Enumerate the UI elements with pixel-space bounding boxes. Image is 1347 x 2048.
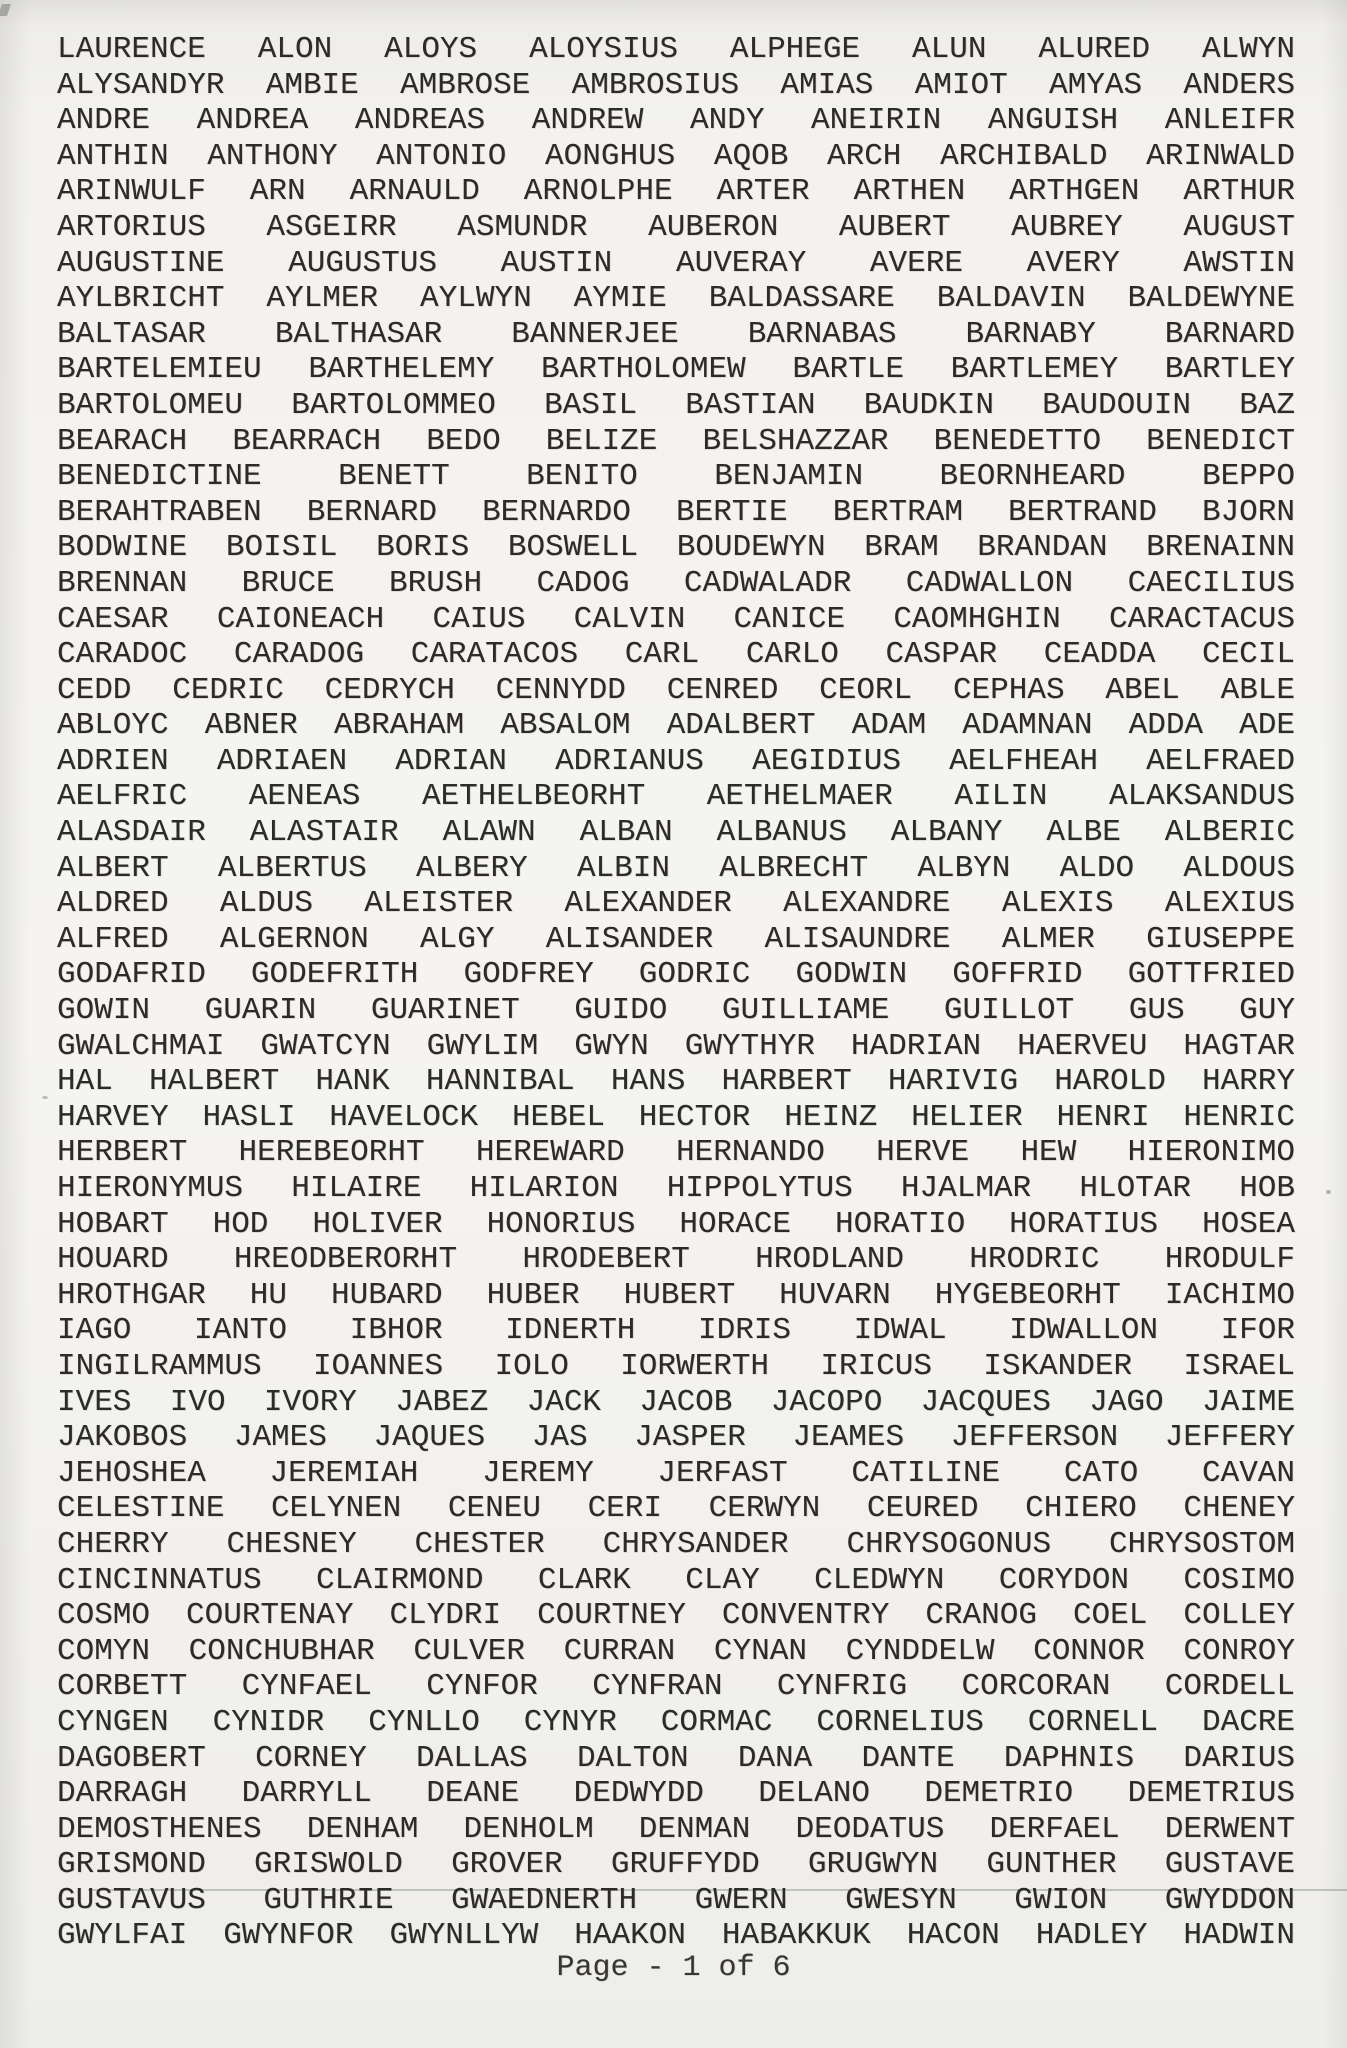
text-line: BARTELEMIEU BARTHELEMY BARTHOLOMEW BARTLE BARTLEMEY BARTLEY <box>57 352 1295 388</box>
text-line: COSMO COURTENAY CLYDRI COURTNEY CONVENTRY CRANOG COEL COLLEY <box>57 1598 1295 1634</box>
text-line: AYLBRICHT AYLMER AYLWYN AYMIE BALDASSARE BALDAVIN BALDEWYNE <box>57 281 1295 317</box>
text-line: BERAHTRABEN BERNARD BERNARDO BERTIE BERTRAM BERTRAND BJORN <box>57 494 1295 530</box>
text-line: HOUARD HREODBERORHT HRODEBERT HRODLAND HRODRIC HRODULF <box>57 1242 1295 1278</box>
text-line: ABLOYC ABNER ABRAHAM ABSALOM ADALBERT ADAM ADAMNAN ADDA ADE <box>57 708 1295 744</box>
text-line: LAURENCE ALON ALOYS ALOYSIUS ALPHEGE ALUN ALURED ALWYN <box>57 32 1295 67</box>
text-line: IVES IVO IVORY JABEZ JACK JACOB JACOPO JACQUES JAGO JAIME <box>57 1384 1295 1420</box>
text-line: HARVEY HASLI HAVELOCK HEBEL HECTOR HEINZ HELIER HENRI HENRIC <box>57 1099 1295 1135</box>
scan-edge-shading-left <box>0 0 30 2048</box>
text-line: HERBERT HEREBEORHT HEREWARD HERNANDO HERVE HEW HIERONIMO <box>57 1135 1295 1171</box>
scan-edge-shading-right <box>1323 0 1347 2048</box>
text-line: GODAFRID GODEFRITH GODFREY GODRIC GODWIN GOFFRID GOTTFRIED <box>57 957 1295 993</box>
text-line: CAESAR CAIONEACH CAIUS CALVIN CANICE CAOMHGHIN CARACTACUS <box>57 601 1295 637</box>
text-line: DAGOBERT CORNEY DALLAS DALTON DANA DANTE DAPHNIS DARIUS <box>57 1740 1295 1776</box>
text-line: HIERONYMUS HILAIRE HILARION HIPPOLYTUS HJALMAR HLOTAR HOB <box>57 1171 1295 1206</box>
text-line: CYNGEN CYNIDR CYNLLO CYNYR CORMAC CORNELIUS CORNELL DACRE <box>57 1704 1295 1740</box>
text-line: ADRIEN ADRIAEN ADRIAN ADRIANUS AEGIDIUS AELFHEAH AELFRAED <box>57 743 1295 779</box>
text-line: ANDRE ANDREA ANDREAS ANDREW ANDY ANEIRIN ANGUISH ANLEIFR <box>57 103 1295 139</box>
text-line: CORBETT CYNFAEL CYNFOR CYNFRAN CYNFRIG CORCORAN CORDELL <box>57 1669 1295 1705</box>
text-line: CELESTINE CELYNEN CENEU CERI CERWYN CEURED CHIERO CHENEY <box>57 1491 1295 1527</box>
text-line: AELFRIC AENEAS AETHELBEORHT AETHELMAER AILIN ALAKSANDUS <box>57 779 1295 815</box>
text-line: CEDD CEDRIC CEDRYCH CENNYDD CENRED CEORL CEPHAS ABEL ABLE <box>57 672 1295 708</box>
text-line: BARTOLOMEU BARTOLOMMEO BASIL BASTIAN BAUDKIN BAUDOUIN BAZ <box>57 387 1295 423</box>
text-line: ALBERT ALBERTUS ALBERY ALBIN ALBRECHT ALBYN ALDO ALDOUS <box>57 850 1295 886</box>
text-line: AUGUSTINE AUGUSTUS AUSTIN AUVERAY AVERE AVERY AWSTIN <box>57 245 1295 281</box>
text-line: GOWIN GUARIN GUARINET GUIDO GUILLIAME GUILLOT GUS GUY <box>57 993 1295 1029</box>
scan-noise-dot <box>1326 1190 1331 1194</box>
text-line: COMYN CONCHUBHAR CULVER CURRAN CYNAN CYNDDELW CONNOR CONROY <box>57 1633 1295 1669</box>
text-line: BALTASAR BALTHASAR BANNERJEE BARNABAS BARNABY BARNARD <box>57 316 1295 352</box>
text-line: ALFRED ALGERNON ALGY ALISANDER ALISAUNDRE ALMER GIUSEPPE <box>57 921 1295 957</box>
text-line: JEHOSHEA JEREMIAH JEREMY JERFAST CATILINE CATO CAVAN <box>57 1455 1295 1491</box>
text-line: DARRAGH DARRYLL DEANE DEDWYDD DELANO DEMETRIO DEMETRIUS <box>57 1776 1295 1812</box>
text-line: BODWINE BOISIL BORIS BOSWELL BOUDEWYN BRAM BRANDAN BRENAINN <box>57 530 1295 566</box>
text-line: ALDRED ALDUS ALEISTER ALEXANDER ALEXANDRE ALEXIS ALEXIUS <box>57 886 1295 922</box>
text-line: BRENNAN BRUCE BRUSH CADOG CADWALADR CADWALLON CAECILIUS <box>57 565 1295 601</box>
text-line: HAL HALBERT HANK HANNIBAL HANS HARBERT HARIVIG HAROLD HARRY <box>57 1064 1295 1100</box>
text-line: ANTHIN ANTHONY ANTONIO AONGHUS AQOB ARCH ARCHIBALD ARINWALD <box>57 138 1295 174</box>
text-line: HROTHGAR HU HUBARD HUBER HUBERT HUVARN HYGEBEORHT IACHIMO <box>57 1277 1295 1313</box>
text-line: GRISMOND GRISWOLD GROVER GRUFFYDD GRUGWYN GUNTHER GUSTAVE <box>57 1847 1295 1883</box>
text-line: ALASDAIR ALASTAIR ALAWN ALBAN ALBANUS ALBANY ALBE ALBERIC <box>57 815 1295 851</box>
text-line: BENEDICTINE BENETT BENITO BENJAMIN BEORNHEARD BEPPO <box>57 459 1295 495</box>
text-line: CARADOC CARADOG CARATACOS CARL CARLO CASPAR CEADDA CECIL <box>57 637 1295 673</box>
text-line: HOBART HOD HOLIVER HONORIUS HORACE HORATIO HORATIUS HOSEA <box>57 1206 1295 1242</box>
text-line: CHERRY CHESNEY CHESTER CHRYSANDER CHRYSOGONUS CHRYSOSTOM <box>57 1526 1295 1562</box>
text-line: IAGO IANTO IBHOR IDNERTH IDRIS IDWAL IDWALLON IFOR <box>57 1313 1295 1349</box>
text-line: GWALCHMAI GWATCYN GWYLIM GWYN GWYTHYR HADRIAN HAERVEU HAGTAR <box>57 1028 1295 1064</box>
scan-noise-dot <box>42 1096 48 1099</box>
text-line: BEARACH BEARRACH BEDO BELIZE BELSHAZZAR BENEDETTO BENEDICT <box>57 423 1295 459</box>
text-line: GWYLFAI GWYNFOR GWYNLLYW HAAKON HABAKKUK HACON HADLEY HADWIN <box>57 1918 1295 1954</box>
page-footer: Page - 1 of 6 <box>556 1951 791 1985</box>
text-line: ARINWULF ARN ARNAULD ARNOLPHE ARTER ARTHEN ARTHGEN ARTHUR <box>57 174 1295 210</box>
text-line: ARTORIUS ASGEIRR ASMUNDR AUBERON AUBERT AUBREY AUGUST <box>57 209 1295 245</box>
text-line: JAKOBOS JAMES JAQUES JAS JASPER JEAMES JEFFERSON JEFFERY <box>57 1420 1295 1456</box>
text-line: INGILRAMMUS IOANNES IOLO IORWERTH IRICUS ISKANDER ISRAEL <box>57 1348 1295 1384</box>
text-line: ALYSANDYR AMBIE AMBROSE AMBROSIUS AMIAS AMIOT AMYAS ANDERS <box>57 67 1295 103</box>
text-line: GUSTAVUS GUTHRIE GWAEDNERTH GWERN GWESYN GWION GWYDDON <box>57 1882 1295 1918</box>
name-list <box>57 32 1295 1954</box>
text-line: CINCINNATUS CLAIRMOND CLARK CLAY CLEDWYN CORYDON COSIMO <box>57 1562 1295 1598</box>
text-line: DEMOSTHENES DENHAM DENHOLM DENMAN DEODATUS DERFAEL DERWENT <box>57 1811 1295 1847</box>
